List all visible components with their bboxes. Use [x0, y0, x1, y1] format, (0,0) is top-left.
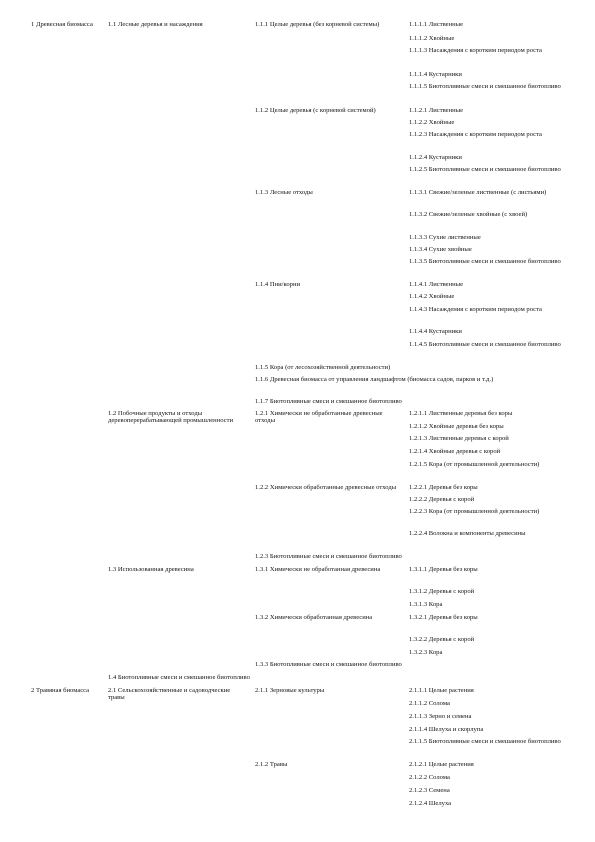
classification-entry: 1.3.3 Биотопливные смеси и смешанное биотопливо: [255, 661, 402, 668]
classification-entry: 1.1.1.5 Биотопливные смеси и смешанное биотопливо: [409, 83, 561, 90]
classification-entry: 1.1.4.2 Хвойные: [409, 293, 455, 300]
classification-entry: 2.1.1.5 Биотопливные смеси и смешанное биотопливо: [409, 738, 561, 745]
classification-entry: 1.2.2 Химически обработанные древесные отходы: [255, 484, 397, 491]
classification-entry: 1.1.5 Кора (от лесохозяйственной деятельности): [255, 364, 391, 371]
classification-entry: 1.1.3.2 Свежие/зеленые хвойные (с хвоей): [409, 211, 528, 218]
classification-entry: 1 Древесная биомасса: [31, 21, 93, 28]
classification-entry: 1.1.2.4 Кустарники: [409, 154, 462, 161]
classification-entry: 1.2.1.5 Кора (от промышленной деятельности): [409, 461, 540, 468]
classification-entry: 1.2.1 Химически не обработанные древесные отходы: [255, 410, 383, 425]
classification-entry: 2.1.1.1 Целые растения: [409, 687, 474, 694]
classification-entry: 1.1.3 Лесные отходы: [255, 189, 313, 196]
classification-entry: 1.3.2.1 Деревья без коры: [409, 614, 478, 621]
classification-entry: 2.1.1 Зерновые культуры: [255, 687, 325, 694]
classification-entry: 1.3 Использованная древесина: [108, 566, 194, 573]
classification-entry: 1.1.1.3 Насаждения с коротким периодом роста: [409, 47, 542, 54]
classification-entry: 2.1 Сельскохозяйственные и садоводческие травы: [108, 687, 231, 702]
classification-entry: 2.1.2.1 Целые растения: [409, 761, 474, 768]
classification-entry: 1.1.2.2 Хвойные: [409, 119, 455, 126]
classification-entry: 1.3.1 Химически не обработанная древесина: [255, 566, 381, 573]
classification-entry: 2.1.1.3 Зерно и семена: [409, 713, 472, 720]
classification-entry: 1.2.2.1 Деревья без коры: [409, 484, 478, 491]
classification-entry: 1.1.4 Пни/корни: [255, 281, 301, 288]
classification-entry: 1.3.1.1 Деревья без коры: [409, 566, 478, 573]
classification-entry: 2.1.2.2 Солома: [409, 774, 450, 781]
classification-entry: 1.2.1.3 Лиственные деревья с корой: [409, 435, 509, 442]
classification-entry: 1.2 Побочные продукты и отходы деревоперерабатывающей промышленности: [108, 410, 234, 425]
classification-entry: 1.1.4.3 Насаждения с коротким периодом роста: [409, 306, 542, 313]
classification-entry: 1.1.2.3 Насаждения с коротким периодом роста: [409, 131, 542, 138]
classification-entry: 1.1.3.5 Биотопливные смеси и смешанное биотопливо: [409, 258, 561, 265]
classification-entry: 1.2.2.4 Волокна и компоненты древесины: [409, 530, 526, 537]
classification-entry: 1.1 Лесные деревья и насаждения: [108, 21, 203, 28]
classification-entry: 1.2.1.2 Хвойные деревья без коры: [409, 423, 504, 430]
classification-entry: 1.3.2.2 Деревья с корой: [409, 636, 475, 643]
classification-entry: 1.1.3.4 Сухие хвойные: [409, 246, 472, 253]
classification-entry: 1.1.4.4 Кустарники: [409, 328, 462, 335]
classification-entry: 2.1.2 Травы: [255, 761, 288, 768]
classification-entry: 1.1.1.2 Хвойные: [409, 35, 455, 42]
classification-entry: 1.1.2.5 Биотопливные смеси и смешанное биотопливо: [409, 166, 561, 173]
classification-entry: 1.1.4.5 Биотопливные смеси и смешанное биотопливо: [409, 341, 561, 348]
classification-entry: 1.2.1.4 Хвойные деревья с корой: [409, 448, 501, 455]
classification-entry: 1.1.1.4 Кустарники: [409, 71, 462, 78]
classification-entry: 1.2.2.2 Деревья с корой: [409, 496, 475, 503]
classification-entry: 1.1.2 Целые деревья (с корневой системой): [255, 107, 376, 114]
classification-entry: 1.2.2.3 Кора (от промышленной деятельности): [409, 508, 540, 515]
classification-entry: 1.1.3.1 Свежие/зеленые лиственные (с листьями): [409, 189, 547, 196]
classification-entry: 1.3.1.3 Кора: [409, 601, 443, 608]
classification-entry: 1.2.1.1 Лиственные деревья без коры: [409, 410, 513, 417]
classification-entry: 1.1.3.3 Сухие лиственные: [409, 234, 481, 241]
classification-entry: 1.1.4.1 Лиственные: [409, 281, 464, 288]
classification-entry: 1.4 Биотопливные смеси и смешанное биотопливо: [108, 674, 250, 681]
classification-entry: 1.1.7 Биотопливные смеси и смешанное биотопливо: [255, 398, 402, 405]
classification-entry: 1.3.1.2 Деревья с корой: [409, 588, 475, 595]
classification-entry: 2.1.1.4 Шелуха и скорлупа: [409, 726, 484, 733]
classification-entry: 1.1.1.1 Лиственные: [409, 21, 464, 28]
classification-entry: 1.1.1 Целые деревья (без корневой системы): [255, 21, 380, 28]
classification-entry: 2.1.1.2 Солома: [409, 700, 450, 707]
classification-entry: 1.2.3 Биотопливные смеси и смешанное биотопливо: [255, 553, 402, 560]
classification-entry: 1.1.6 Древесная биомасса от управления ландшафтом (биомасса садов, парков и т.д.): [255, 376, 494, 383]
classification-entry: 2 Травяная биомасса: [31, 687, 90, 694]
classification-entry: 2.1.2.4 Шелуха: [409, 800, 452, 807]
classification-entry: 2.1.2.3 Семена: [409, 787, 450, 794]
classification-entry: 1.3.2.3 Кора: [409, 649, 443, 656]
classification-entry: 1.1.2.1 Лиственные: [409, 107, 464, 114]
classification-entry: 1.3.2 Химически обработанная древесина: [255, 614, 373, 621]
